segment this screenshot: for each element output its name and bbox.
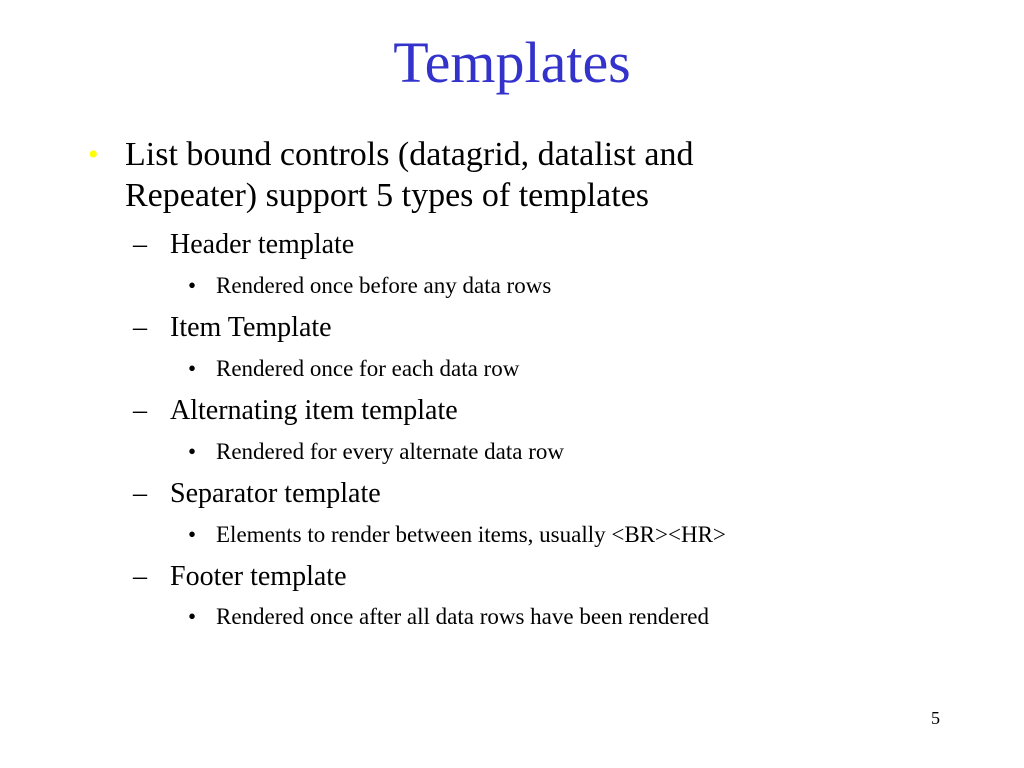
bullet-icon: • xyxy=(188,604,197,629)
sub-item-label: Header template xyxy=(170,229,355,260)
bullet-icon: • xyxy=(188,522,197,547)
dash-icon: – xyxy=(133,312,147,343)
sub-item-label: Footer template xyxy=(170,561,347,592)
sub-item-label: Item Template xyxy=(170,312,332,343)
detail-text: Rendered for every alternate data row xyxy=(216,439,565,464)
sub-item-label: Alternating item template xyxy=(170,395,458,426)
detail-text: Elements to render between items, usually <BR><HR> xyxy=(216,522,726,547)
main-bullet-text: List bound controls (datagrid, datalist and Repeater) support 5 types of templates xyxy=(125,136,694,214)
sub-item-label: Separator template xyxy=(170,478,381,509)
dash-icon: – xyxy=(133,561,147,592)
page-number: 5 xyxy=(931,708,940,728)
detail-text: Rendered once before any data rows xyxy=(216,273,552,298)
bullet-icon: • xyxy=(88,138,99,171)
detail-text: Rendered once after all data rows have been rendered xyxy=(216,604,709,629)
bullet-icon: • xyxy=(188,439,197,464)
detail-text: Rendered once for each data row xyxy=(216,356,520,381)
bullet-icon: • xyxy=(188,273,197,298)
dash-icon: – xyxy=(133,229,147,260)
slide-title: Templates xyxy=(393,30,631,95)
dash-icon: – xyxy=(133,478,147,509)
bullet-icon: • xyxy=(188,356,197,381)
dash-icon: – xyxy=(133,395,147,426)
